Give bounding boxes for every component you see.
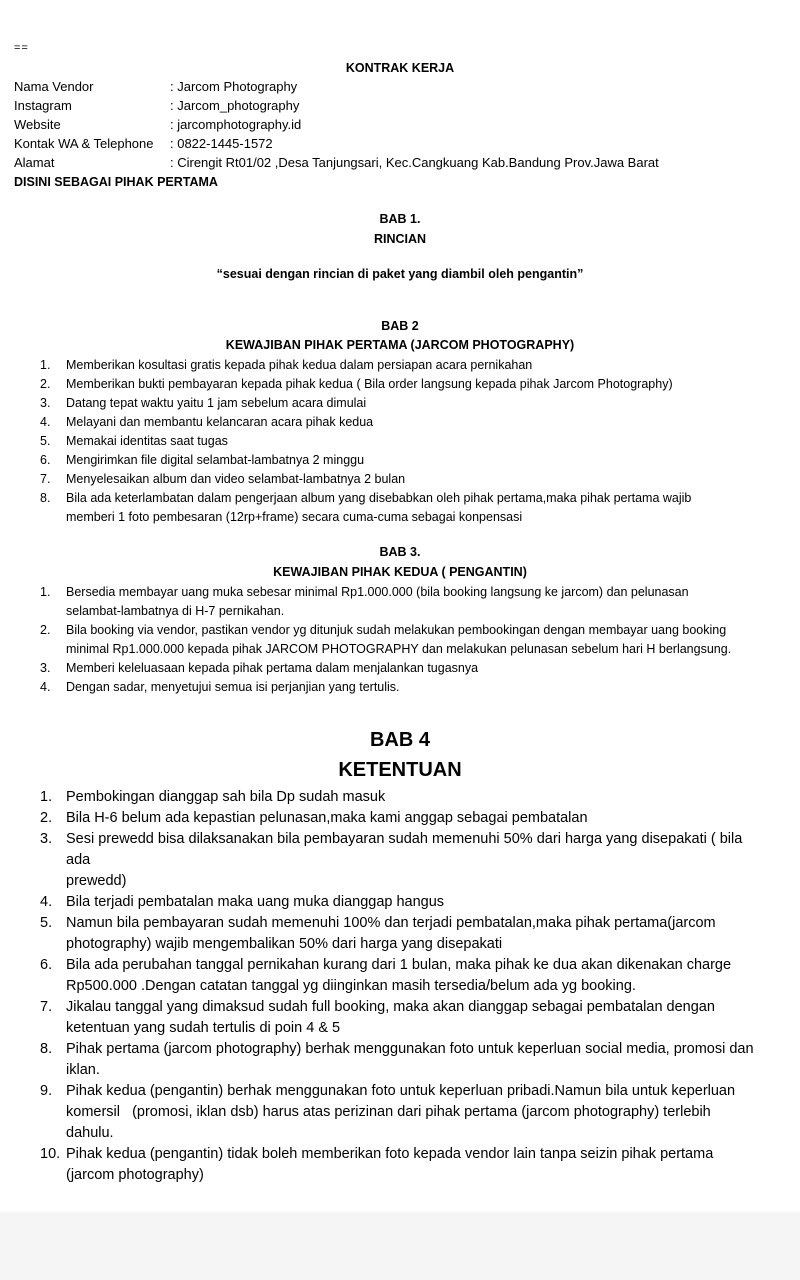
list-item [40,1144,766,1186]
item-text: selambat-lambatnya di H-7 pernikahan. [66,604,285,618]
item-text: Memberikan bukti pembayaran kepada pihak kedua ( Bila order langsung kepada pihak Jarcom Photography) [66,377,673,391]
list-item [40,621,732,659]
item-text: Bila ada keterlambatan dalam pengerjaan album yang disebabkan oleh pihak pertama,maka pihak pertama wajib [66,491,692,505]
item-number: 5. [40,434,51,448]
bab1-heading: BAB 1. [379,212,421,226]
bab4-title: KETENTUAN [338,759,462,781]
item-number: 1. [40,358,51,372]
list-item [40,997,766,1039]
list-item [40,394,691,413]
vendor-label: Alamat [14,155,55,170]
item-text: Melayani dan membantu kelancaran acara pihak kedua [66,415,374,429]
item-number: 1. [40,789,53,805]
list-item [40,356,691,375]
list-item [40,808,766,829]
item-number: 6. [40,453,51,467]
item-number: 2. [40,810,53,826]
item-number: 6. [40,957,53,973]
bab4-heading: BAB 4 [369,729,430,751]
item-text: Bila terjadi pembatalan maka uang muka dianggap hangus [66,894,445,910]
item-text: Datang tepat waktu yaitu 1 jam sebelum acara dimulai [66,396,367,410]
item-number: 4. [40,680,51,694]
item-number: 7. [40,472,51,486]
document-title: KONTRAK KERJA [345,61,455,75]
item-text: Memberi keleluasaan kepada pihak pertama dalam menjalankan tugasnya [66,661,479,675]
item-text: Dengan sadar, menyetujui semua isi perjanjian yang tertulis. [66,680,400,694]
vendor-value: : 0822-1445-1572 [170,136,273,151]
footer-band [0,1212,800,1280]
list-item [40,583,731,621]
list-item [40,375,691,394]
item-number: 4. [40,894,53,910]
bab2-list [40,356,692,527]
item-number: 10. [40,1146,61,1162]
page-marker: == [14,42,29,54]
item-text: (jarcom photography) [66,1167,204,1183]
item-text: Bila H-6 belum ada kepastian pelunasan,maka kami anggap sebagai pembatalan [66,810,588,826]
item-number: 3. [40,396,51,410]
item-number: 2. [40,377,51,391]
vendor-label: Nama Vendor [14,79,94,94]
list-item [40,892,766,913]
vendor-row-instagram [14,98,299,113]
item-number: 8. [40,491,51,505]
item-text: photography) wajib mengembalikan 50% dari harga yang disepakati [66,936,503,952]
list-item [40,955,766,997]
item-text: komersil (promosi, iklan dsb) harus atas perizinan dari pihak pertama (jarcom photography) terlebih [66,1104,711,1120]
item-text: Pihak kedua (pengantin) berhak menggunakan foto untuk keperluan pribadi.Namun bila untuk keperluan [66,1083,736,1099]
list-item [40,913,766,955]
list-item [40,470,691,489]
vendor-row-contact [14,136,273,151]
item-text: Bila booking via vendor, pastikan vendor yg ditunjuk sudah melakukan pembookingan dengan membayar uang booking [66,623,727,637]
list-item [40,432,691,451]
bab1-quote: “sesuai dengan rincian di paket yang diambil oleh pengantin” [216,267,584,281]
item-text: Pihak kedua (pengantin) tidak boleh memberikan foto kepada vendor lain tanpa seizin pihak pertama [66,1146,714,1162]
bab3-title: KEWAJIBAN PIHAK KEDUA ( PENGANTIN) [273,565,527,579]
list-item [40,451,691,470]
item-number: 3. [40,661,51,675]
item-number: 9. [40,1083,53,1099]
item-text: Pembokingan dianggap sah bila Dp sudah masuk [66,789,386,805]
item-text: Bila ada perubahan tanggal pernikahan kurang dari 1 bulan, maka pihak ke dua akan dikenakan charge [66,957,732,973]
list-item [40,489,692,527]
bab1-title: RINCIAN [373,232,427,246]
bab3-list [40,583,732,697]
list-item [40,659,731,678]
vendor-label: Instagram [14,98,72,113]
item-number: 5. [40,915,53,931]
vendor-value: : Jarcom Photography [170,79,298,94]
item-number: 7. [40,999,53,1015]
vendor-row-name [14,79,297,94]
item-text: Memakai identitas saat tugas [66,434,228,448]
list-item [40,678,731,697]
bab2-heading: BAB 2 [381,319,419,333]
item-text: Bersedia membayar uang muka sebesar minimal Rp1.000.000 (bila booking langsung ke jarcom) dan pelunasan [66,585,689,599]
vendor-value: : Jarcom_photography [170,98,300,113]
list-item [40,787,766,808]
item-text: ketentuan yang sudah tertulis di poin 4 & 5 [66,1020,341,1036]
item-text: Memberikan kosultasi gratis kepada pihak kedua dalam persiapan acara pernikahan [66,358,533,372]
vendor-value: : jarcomphotography.id [170,117,302,132]
item-text: Pihak pertama (jarcom photography) berhak menggunakan foto untuk keperluan social media, promosi dan [66,1041,754,1057]
item-number: 2. [40,623,51,637]
vendor-label: Kontak WA & Telephone [14,136,154,151]
item-number: 8. [40,1041,53,1057]
bab2-title: KEWAJIBAN PIHAK PERTAMA (JARCOM PHOTOGRAPHY) [225,338,575,352]
list-item [40,1039,766,1081]
item-text: Namun bila pembayaran sudah memenuhi 100% dan terjadi pembatalan,maka pihak pertama(jarcom [66,915,716,931]
item-text: Menyelesaikan album dan video selambat-lambatnya 2 bulan [66,472,406,486]
item-text: iklan. [66,1062,100,1078]
item-text: Sesi prewedd bisa dilaksanakan bila pembayaran sudah memenuhi 50% dari harga yang disepakati ( bila ada [66,831,743,868]
list-item [40,413,691,432]
party-one-note: DISINI SEBAGAI PIHAK PERTAMA [14,175,218,189]
item-text: prewedd) [66,873,127,889]
bab4-list [40,787,766,1186]
item-text: Rp500.000 .Dengan catatan tanggal yg diinginkan masih tersedia/belum ada yg booking. [66,978,636,994]
item-number: 3. [40,831,53,847]
vendor-label: Website [14,117,61,132]
item-number: 4. [40,415,51,429]
item-text: Jikalau tanggal yang dimaksud sudah full booking, maka akan dianggap sebagai pembatalan dengan [66,999,715,1015]
bab3-heading: BAB 3. [379,545,421,559]
item-text: memberi 1 foto pembesaran (12rp+frame) secara cuma-cuma sebagai konpensasi [66,510,523,524]
vendor-row-website [14,117,301,132]
vendor-value: : Cirengit Rt01/02 ,Desa Tanjungsari, Kec.Cangkuang Kab.Bandung Prov.Jawa Barat [170,155,659,170]
item-number: 1. [40,585,51,599]
item-text: dahulu. [66,1125,114,1141]
item-text: minimal Rp1.000.000 kepada pihak JARCOM PHOTOGRAPHY dan melakukan pelunasan sebelum hari H berlangsung. [66,642,732,656]
item-text: Mengirimkan file digital selambat-lambatnya 2 minggu [66,453,365,467]
vendor-row-address [14,155,659,170]
list-item [40,829,766,892]
list-item [40,1081,766,1144]
